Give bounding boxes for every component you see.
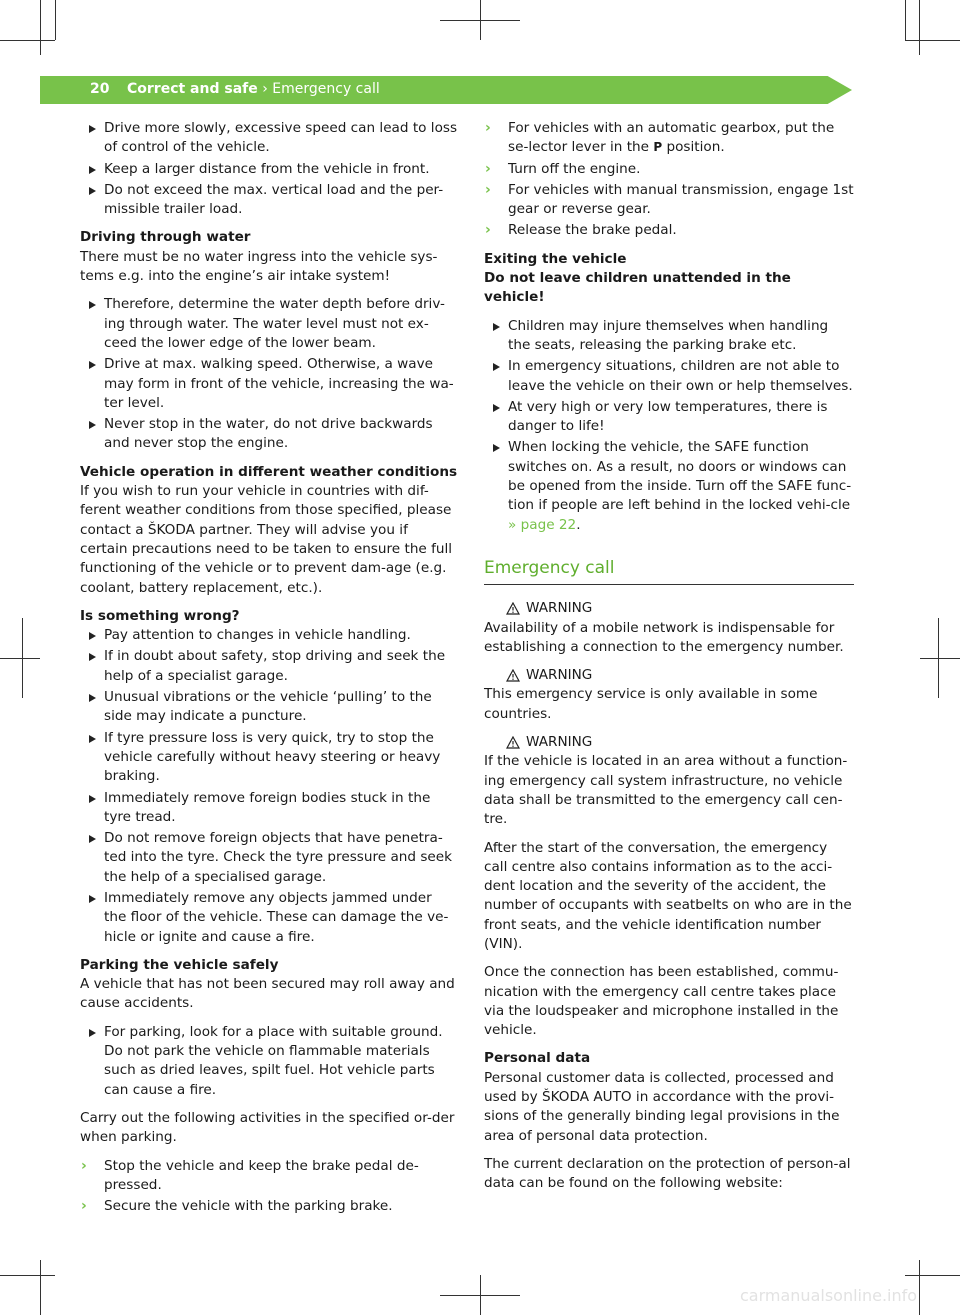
list-item: Pay attention to changes in vehicle handling. (80, 626, 458, 645)
list-item: Never stop in the water, do not drive backwards and never stop the engine. (80, 415, 458, 454)
list-item: If tyre pressure loss is very quick, try to stop the vehicle carefully without heavy steering or heavy braking. (80, 729, 458, 787)
subheading: Is something wrong? (80, 607, 240, 624)
warning-icon (506, 669, 520, 682)
step-list (80, 1157, 458, 1217)
chevron-right-icon: › (485, 181, 491, 198)
paragraph: Parking the vehicle safely A vehicle that has not been secured may roll away and cause accidents. (80, 956, 455, 1012)
triangle-bullet-icon (89, 125, 96, 133)
list-item: Do not remove foreign objects that have penetra-ted into the tyre. Check the tyre pressure and seek the help of a specialised garage. (80, 829, 458, 887)
list-item: Drive at max. walking speed. Otherwise, a wave may form in front of the vehicle, increasing the wa-ter level. (80, 355, 458, 413)
paragraph: The current declaration on the protection of person-al data can be found on the following website: (484, 1155, 851, 1192)
list-item: If in doubt about safety, stop driving and seek the help of a specialist garage. (80, 647, 458, 686)
warning-icon (506, 736, 520, 749)
warning-block (484, 666, 854, 724)
right-column (484, 119, 854, 1203)
breadcrumb-section[interactable]: Correct and safe (127, 81, 258, 97)
list-item: Drive more slowly, excessive speed can lead to loss of control of the vehicle. (80, 119, 458, 158)
list-item: › For vehicles with an automatic gearbox, put the se-lector lever in the P position. (485, 120, 835, 156)
chevron-right-icon: › (81, 1157, 87, 1174)
list-item: In emergency situations, children are not able to leave the vehicle on their own or help themselves. (484, 357, 854, 396)
list-item: Keep a larger distance from the vehicle in front. (80, 160, 458, 179)
bullet-list (80, 626, 458, 947)
subheading-warning: Do not leave children unattended in the vehicle! (484, 270, 791, 306)
triangle-bullet-icon (89, 795, 96, 803)
triangle-bullet-icon (493, 444, 500, 452)
bullet-list (80, 295, 458, 453)
triangle-bullet-icon (493, 323, 500, 331)
triangle-bullet-icon (89, 361, 96, 369)
list-item: At very high or very low temperatures, there is danger to life! (484, 398, 854, 437)
list-item: › Turn off the engine. (484, 160, 854, 179)
breadcrumb-separator: › (262, 81, 268, 97)
list-item: Do not exceed the max. vertical load and the per-missible trailer load. (80, 181, 458, 220)
subheading: Driving through water (80, 229, 251, 246)
warning-label: WARNING (526, 734, 593, 751)
breadcrumb-chapter[interactable]: Emergency call (272, 81, 380, 97)
warning-label: WARNING (526, 600, 593, 617)
subheading: Exiting the vehicle (484, 250, 627, 267)
bullet-list (80, 1023, 458, 1100)
triangle-bullet-icon (89, 421, 96, 429)
breadcrumb (127, 81, 380, 97)
watermark-text: carmanualsonline.info (740, 1286, 918, 1305)
left-column (80, 119, 458, 1225)
warning-label: WARNING (526, 667, 593, 684)
warning-text: Availability of a mobile network is indispensable for establishing a connection to the emergency number. (484, 619, 844, 655)
list-item: For parking, look for a place with suitable ground. Do not park the vehicle on flammable materials such as dried leaves, spilt fuel. Hot vehicle parts can cause a fire. (80, 1023, 458, 1100)
chevron-right-icon: › (485, 120, 491, 136)
warning-text: This emergency service is only available in some countries. (484, 686, 818, 722)
triangle-bullet-icon (89, 301, 96, 309)
paragraph: Driving through water There must be no water ingress into the vehicle sys-tems e.g. into the engine’s air intake system! (80, 229, 438, 285)
page-link[interactable]: » page 22 (508, 516, 577, 533)
list-item: Children may injure themselves when handling the seats, releasing the parking brake etc. (484, 317, 854, 356)
triangle-bullet-icon (89, 694, 96, 702)
chevron-right-icon: › (485, 160, 491, 177)
paragraph: Carry out the following activities in the specified or-der when parking. (80, 1109, 455, 1146)
triangle-bullet-icon (89, 1029, 96, 1037)
warning-block (484, 599, 854, 657)
paragraph: Once the connection has been established, commu-nication with the emergency call centre takes place via the loudspeaker and microphone installed in the vehicle. (484, 964, 839, 1039)
triangle-bullet-icon (89, 632, 96, 640)
triangle-bullet-icon (493, 404, 500, 412)
page-number: 20 (90, 81, 110, 97)
triangle-bullet-icon (493, 363, 500, 371)
step-list (484, 119, 854, 241)
list-item: › For vehicles with manual transmission, engage 1st gear or reverse gear. (485, 181, 854, 218)
park-position-symbol: P (653, 140, 663, 155)
triangle-bullet-icon (89, 735, 96, 743)
warning-block (484, 733, 854, 829)
section-title: Emergency call (484, 559, 854, 585)
list-item: › Release the brake pedal. (484, 221, 854, 240)
warning-text: If the vehicle is located in an area without a function-ing emergency call system infrastructure, no vehicle data shall be transmitted to the emergency call cen-tre. (484, 753, 848, 828)
triangle-bullet-icon (89, 187, 96, 195)
warning-icon (506, 602, 520, 615)
bullet-list (80, 119, 458, 219)
paragraph: Personal data Personal customer data is collected, processed and used by ŠKODA AUTO in accordance with the provi-sions of the generally binding legal provisions in the area of personal data protection. (484, 1050, 840, 1144)
bullet-list (484, 317, 854, 535)
triangle-bullet-icon (89, 653, 96, 661)
paragraph (484, 250, 854, 308)
triangle-bullet-icon (89, 166, 96, 174)
list-item: Immediately remove foreign bodies stuck in the tyre tread. (80, 789, 458, 828)
subheading: Parking the vehicle safely (80, 956, 279, 973)
paragraph: After the start of the conversation, the emergency call centre also contains information as to the acci-dent location and the severity of the accident, the number of occupants with seatbelts on who are in the front seats, and the vehicle identification number (VIN). (484, 839, 852, 952)
triangle-bullet-icon (89, 895, 96, 903)
list-item: Unusual vibrations or the vehicle ‘pulling’ to the side may indicate a puncture. (80, 688, 458, 727)
list-item: Therefore, determine the water depth before driv-ing through water. The water level must not ex-ceed the lower edge of the lower beam. (80, 295, 458, 353)
list-item: Immediately remove any objects jammed under the floor of the vehicle. These can damage the ve-hicle or ignite and cause a fire. (80, 889, 458, 947)
list-item: When locking the vehicle, the SAFE function switches on. As a result, no doors or windows can be opened from the inside. Turn off the SAFE func-tion if people are left behind in the locked vehi-cle » page 22. (484, 438, 854, 534)
chevron-right-icon: › (81, 1198, 87, 1215)
triangle-bullet-icon (89, 835, 96, 843)
subheading: Vehicle operation in different weather conditions (80, 463, 458, 480)
chevron-right-icon: › (485, 222, 491, 239)
subheading: Personal data (484, 1050, 591, 1067)
paragraph: Vehicle operation in different weather conditions If you wish to run your vehicle in countries with dif-ferent weather conditions from those specified, please contact a ŠKODA partner. They will advise you if certain precautions need to be taken to ensure the full functioning of the vehicle or to prevent dam-age (e.g. coolant, battery replacement, etc.). (80, 463, 458, 596)
list-item: › Secure the vehicle with the parking brake. (80, 1197, 458, 1216)
list-item: › Stop the vehicle and keep the brake pedal de-pressed. (81, 1157, 419, 1193)
